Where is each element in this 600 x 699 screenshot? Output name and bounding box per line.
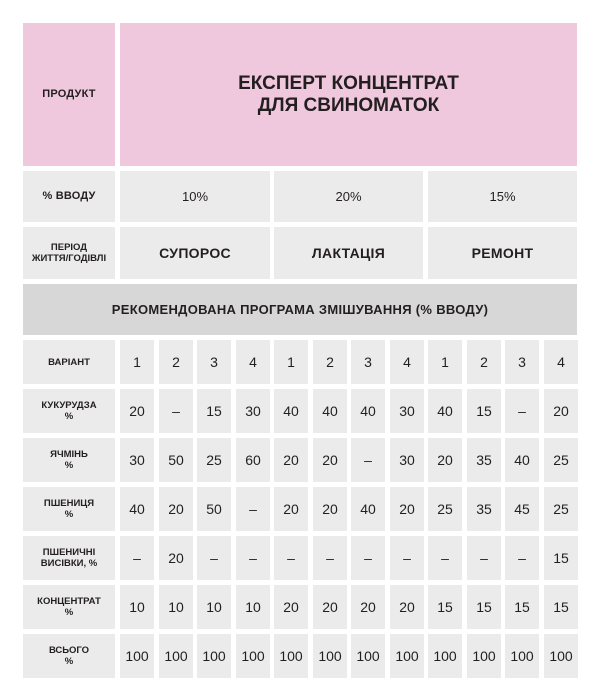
- value-cell: [428, 585, 462, 629]
- value-cell: [197, 585, 231, 629]
- value-cell: [236, 487, 270, 531]
- cell-value: –: [403, 550, 411, 566]
- value-cell: [351, 634, 385, 678]
- value-cell: [351, 389, 385, 433]
- cell-value: 100: [395, 648, 419, 664]
- period-label-line1: ПЕРІОД: [50, 242, 88, 253]
- cell-value: 10: [168, 599, 184, 615]
- value-cell: [544, 487, 578, 531]
- cell-value: 100: [164, 648, 188, 664]
- value-cell: [313, 585, 347, 629]
- value-cell: [467, 634, 501, 678]
- value-cell: [159, 340, 193, 384]
- cell-value: –: [518, 550, 526, 566]
- value-cell: [505, 536, 539, 580]
- row-label-cell: [23, 634, 115, 678]
- value-cell: [505, 389, 539, 433]
- stage-lactation: ЛАКТАЦІЯ: [311, 245, 386, 261]
- value-cell: [159, 438, 193, 482]
- value-cell: [505, 585, 539, 629]
- cell-value: 2: [480, 354, 488, 370]
- cell-value: 20: [437, 452, 453, 468]
- cell-value: 15: [476, 403, 492, 419]
- value-cell: [313, 438, 347, 482]
- value-cell: [467, 585, 501, 629]
- cell-value: –: [249, 501, 257, 517]
- value-cell: [236, 585, 270, 629]
- value-cell: [467, 438, 501, 482]
- product-title-cell: [120, 23, 577, 166]
- stage-cell: [428, 227, 577, 279]
- input-value-cell: [274, 171, 423, 222]
- value-cell: [274, 438, 308, 482]
- cell-value: 10: [206, 599, 222, 615]
- input-value-cell: [428, 171, 577, 222]
- input-label: % ВВОДУ: [42, 190, 96, 202]
- value-cell: [390, 389, 424, 433]
- value-cell: [313, 634, 347, 678]
- cell-value: 50: [206, 501, 222, 517]
- value-cell: [274, 389, 308, 433]
- value-cell: [313, 487, 347, 531]
- stage-cell: [120, 227, 270, 279]
- cell-value: 25: [206, 452, 222, 468]
- row-label-line2: %: [64, 411, 74, 422]
- value-cell: [197, 536, 231, 580]
- cell-value: –: [441, 550, 449, 566]
- value-cell: [274, 340, 308, 384]
- row-label-cell: [23, 389, 115, 433]
- value-cell: [467, 487, 501, 531]
- value-cell: [159, 536, 193, 580]
- cell-value: –: [249, 550, 257, 566]
- cell-value: 100: [356, 648, 380, 664]
- row-label-line2: ВИСІВКИ, %: [40, 558, 98, 569]
- program-title: РЕКОМЕНДОВАНА ПРОГРАМА ЗМІШУВАННЯ (% ВВОДУ): [111, 302, 489, 317]
- row-label-cell: [23, 536, 115, 580]
- cell-value: 15: [514, 599, 530, 615]
- value-cell: [351, 487, 385, 531]
- value-cell: [274, 634, 308, 678]
- cell-value: 20: [553, 403, 569, 419]
- product-title-line1: ЕКСПЕРТ КОНЦЕНТРАТ: [238, 72, 459, 94]
- cell-value: 15: [553, 599, 569, 615]
- row-label-cell: [23, 438, 115, 482]
- value-cell: [197, 487, 231, 531]
- value-cell: [120, 389, 154, 433]
- cell-value: 3: [518, 354, 526, 370]
- input-value-1: 10%: [181, 189, 209, 204]
- row-label-cell: [23, 487, 115, 531]
- cell-value: 30: [245, 403, 261, 419]
- input-value-cell: [120, 171, 270, 222]
- cell-value: 20: [322, 452, 338, 468]
- value-cell: [505, 340, 539, 384]
- cell-value: –: [364, 452, 372, 468]
- value-cell: [351, 438, 385, 482]
- value-cell: [313, 340, 347, 384]
- cell-value: –: [364, 550, 372, 566]
- cell-value: 20: [283, 599, 299, 615]
- value-cell: [274, 536, 308, 580]
- cell-value: 35: [476, 452, 492, 468]
- cell-value: 40: [129, 501, 145, 517]
- cell-value: 100: [279, 648, 303, 664]
- value-cell: [197, 634, 231, 678]
- cell-value: 100: [318, 648, 342, 664]
- value-cell: [313, 389, 347, 433]
- value-cell: [236, 536, 270, 580]
- period-label-line2: ЖИТТЯ/ГОДІВЛІ: [31, 253, 107, 264]
- cell-value: 15: [437, 599, 453, 615]
- value-cell: [236, 634, 270, 678]
- program-section-header: [23, 284, 577, 335]
- value-cell: [428, 340, 462, 384]
- value-cell: [428, 487, 462, 531]
- cell-value: 100: [125, 648, 149, 664]
- row-label-line2: %: [64, 460, 74, 471]
- value-cell: [351, 340, 385, 384]
- value-cell: [197, 340, 231, 384]
- cell-value: 20: [399, 599, 415, 615]
- cell-value: 25: [553, 501, 569, 517]
- value-cell: [544, 634, 578, 678]
- input-label-cell: [23, 171, 115, 222]
- row-label-cell: [23, 585, 115, 629]
- cell-value: 20: [360, 599, 376, 615]
- cell-value: –: [326, 550, 334, 566]
- cell-value: 2: [172, 354, 180, 370]
- value-cell: [428, 634, 462, 678]
- cell-value: 45: [514, 501, 530, 517]
- row-label-line1: ВАРІАНТ: [48, 356, 90, 368]
- cell-value: 40: [360, 403, 376, 419]
- value-cell: [428, 389, 462, 433]
- product-label-cell: [23, 23, 115, 166]
- stage-repair: РЕМОНТ: [471, 245, 534, 261]
- cell-value: 40: [360, 501, 376, 517]
- value-cell: [390, 585, 424, 629]
- value-cell: [274, 585, 308, 629]
- cell-value: 2: [326, 354, 334, 370]
- value-cell: [428, 438, 462, 482]
- value-cell: [120, 634, 154, 678]
- cell-value: 20: [283, 452, 299, 468]
- value-cell: [505, 438, 539, 482]
- product-label: ПРОДУКТ: [42, 88, 96, 100]
- cell-value: 100: [241, 648, 265, 664]
- cell-value: 15: [206, 403, 222, 419]
- value-cell: [544, 389, 578, 433]
- cell-value: 100: [549, 648, 573, 664]
- cell-value: 1: [287, 354, 295, 370]
- value-cell: [197, 389, 231, 433]
- cell-value: 20: [399, 501, 415, 517]
- cell-value: 30: [129, 452, 145, 468]
- value-cell: [544, 340, 578, 384]
- cell-value: 40: [283, 403, 299, 419]
- value-cell: [467, 536, 501, 580]
- row-label-line1: ВСЬОГО: [48, 645, 90, 656]
- value-cell: [390, 487, 424, 531]
- value-cell: [544, 536, 578, 580]
- value-cell: [390, 536, 424, 580]
- cell-value: 20: [322, 599, 338, 615]
- value-cell: [505, 487, 539, 531]
- cell-value: 100: [433, 648, 457, 664]
- value-cell: [159, 585, 193, 629]
- input-value-2: 20%: [335, 189, 362, 204]
- cell-value: 50: [168, 452, 184, 468]
- value-cell: [428, 536, 462, 580]
- cell-value: 20: [168, 501, 184, 517]
- input-value-3: 15%: [489, 189, 516, 204]
- value-cell: [120, 536, 154, 580]
- value-cell: [390, 634, 424, 678]
- cell-value: 10: [245, 599, 261, 615]
- row-label-line2: %: [64, 509, 74, 520]
- value-cell: [120, 585, 154, 629]
- cell-value: 30: [399, 403, 415, 419]
- cell-value: 100: [202, 648, 226, 664]
- cell-value: 35: [476, 501, 492, 517]
- cell-value: 40: [437, 403, 453, 419]
- value-cell: [120, 340, 154, 384]
- row-label-line1: КОНЦЕНТРАТ: [37, 596, 101, 607]
- row-label-line1: ПШЕНИЧНІ: [42, 547, 96, 558]
- cell-value: 100: [510, 648, 534, 664]
- cell-value: –: [480, 550, 488, 566]
- cell-value: 60: [245, 452, 261, 468]
- cell-value: –: [133, 550, 141, 566]
- cell-value: 4: [403, 354, 411, 370]
- cell-value: 1: [441, 354, 449, 370]
- cell-value: 1: [133, 354, 141, 370]
- cell-value: 10: [129, 599, 145, 615]
- value-cell: [236, 340, 270, 384]
- value-cell: [236, 389, 270, 433]
- value-cell: [390, 340, 424, 384]
- stage-cell: [274, 227, 423, 279]
- row-label-line2: %: [64, 607, 74, 618]
- cell-value: 20: [322, 501, 338, 517]
- row-label-line1: ПШЕНИЦЯ: [43, 498, 95, 509]
- value-cell: [544, 438, 578, 482]
- cell-value: 4: [249, 354, 257, 370]
- cell-value: 25: [553, 452, 569, 468]
- cell-value: 40: [322, 403, 338, 419]
- value-cell: [467, 389, 501, 433]
- row-label-line2: %: [64, 656, 74, 667]
- cell-value: –: [210, 550, 218, 566]
- cell-value: –: [518, 403, 526, 419]
- cell-value: 4: [557, 354, 565, 370]
- cell-value: 3: [364, 354, 372, 370]
- value-cell: [351, 536, 385, 580]
- value-cell: [390, 438, 424, 482]
- product-title-line2: ДЛЯ СВИНОМАТОК: [257, 94, 440, 116]
- cell-value: 3: [210, 354, 218, 370]
- value-cell: [274, 487, 308, 531]
- row-label-line1: КУКУРУДЗА: [41, 400, 97, 411]
- value-cell: [313, 536, 347, 580]
- cell-value: 25: [437, 501, 453, 517]
- cell-value: 15: [476, 599, 492, 615]
- period-label-cell: [23, 227, 115, 279]
- value-cell: [351, 585, 385, 629]
- value-cell: [159, 487, 193, 531]
- cell-value: 40: [514, 452, 530, 468]
- value-cell: [467, 340, 501, 384]
- cell-value: 30: [399, 452, 415, 468]
- cell-value: 20: [168, 550, 184, 566]
- cell-value: 20: [283, 501, 299, 517]
- value-cell: [120, 487, 154, 531]
- cell-value: 100: [472, 648, 496, 664]
- row-label-line1: ЯЧМІНЬ: [50, 449, 88, 460]
- value-cell: [544, 585, 578, 629]
- value-cell: [197, 438, 231, 482]
- value-cell: [159, 634, 193, 678]
- cell-value: 20: [129, 403, 145, 419]
- value-cell: [505, 634, 539, 678]
- value-cell: [236, 438, 270, 482]
- cell-value: –: [287, 550, 295, 566]
- value-cell: [159, 389, 193, 433]
- cell-value: –: [172, 403, 180, 419]
- row-label-cell: [23, 340, 115, 384]
- cell-value: 15: [553, 550, 569, 566]
- stage-gestation: СУПОРОС: [159, 245, 231, 261]
- value-cell: [120, 438, 154, 482]
